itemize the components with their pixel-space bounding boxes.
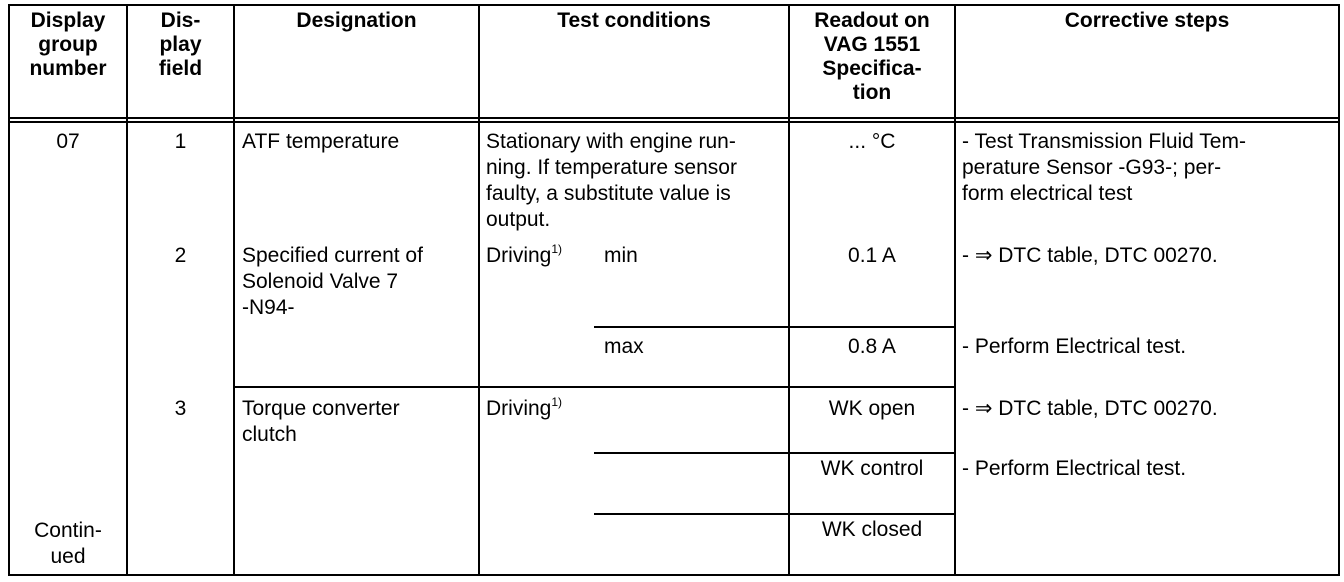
header-readout: Readout on VAG 1551 Specifica- tion (814, 9, 930, 104)
column-divider-3 (478, 4, 480, 576)
field-3-readout-closed: WK closed (821, 518, 923, 541)
field-2-corrective-min: - ⇒ DTC table, DTC 00270. (962, 244, 1218, 267)
column-divider-5 (954, 4, 956, 576)
field-2-sub-max: max (604, 335, 644, 358)
table-border-right (1338, 4, 1340, 576)
header-designation: Designation (296, 9, 417, 32)
table-border-top (8, 4, 1340, 6)
field-1-readout: ... °C (848, 130, 896, 153)
table-border-bottom (8, 574, 1340, 576)
column-divider-2 (233, 4, 235, 576)
table-border-left (8, 4, 10, 576)
header-rule-upper (8, 117, 1340, 119)
field-2-sub-min: min (604, 244, 638, 267)
field-1-corrective: - Test Transmission Fluid Tem- perature Sensor -G93-; per- form electrical test (962, 130, 1246, 205)
field-3-designation: Torque converter clutch (242, 397, 400, 446)
field-3-number: 3 (174, 397, 187, 420)
header-test-conditions: Test conditions (557, 9, 711, 32)
group-continued: Contin- ued (34, 519, 102, 568)
field-2-number: 2 (174, 244, 187, 267)
row-divider-field3 (233, 386, 956, 388)
field-2-condition (486, 243, 596, 269)
column-divider-1 (126, 4, 128, 576)
field-3-readout-control: WK control (820, 457, 924, 480)
field-3-footnote-marker: 1) (551, 395, 563, 409)
field-1-condition: Stationary with engine run- ning. If temperature sensor faulty, a substitute value is output. (486, 130, 737, 231)
field-2-condition-text: Driving (486, 244, 552, 267)
header-rule-lower (8, 121, 1340, 123)
field-2-designation: Specified current of Solenoid Valve 7 -N94- (242, 244, 423, 319)
field-3-corrective-open: - ⇒ DTC table, DTC 00270. (962, 397, 1218, 420)
field-2-corrective-max: - Perform Electrical test. (962, 335, 1187, 358)
field-3-condition (486, 396, 596, 422)
header-display-group-number: Display group number (29, 9, 107, 80)
field-3-corrective-control: - Perform Electrical test. (962, 457, 1187, 480)
row-divider-wk-closed (594, 513, 956, 515)
header-corrective-steps: Corrective steps (1064, 9, 1230, 32)
field-1-number: 1 (174, 130, 187, 153)
row-divider-field2-split (594, 326, 956, 328)
field-3-readout-open: WK open (828, 397, 916, 420)
field-2-footnote-marker: 1) (551, 242, 563, 256)
field-2-readout-max: 0.8 A (848, 335, 896, 358)
field-3-condition-text: Driving (486, 397, 552, 420)
field-2-readout-min: 0.1 A (848, 244, 896, 267)
header-display-field: Dis- play field (158, 9, 203, 80)
group-number: 07 (56, 130, 80, 153)
row-divider-wk-control (594, 452, 956, 454)
field-1-designation: ATF temperature (242, 130, 400, 153)
